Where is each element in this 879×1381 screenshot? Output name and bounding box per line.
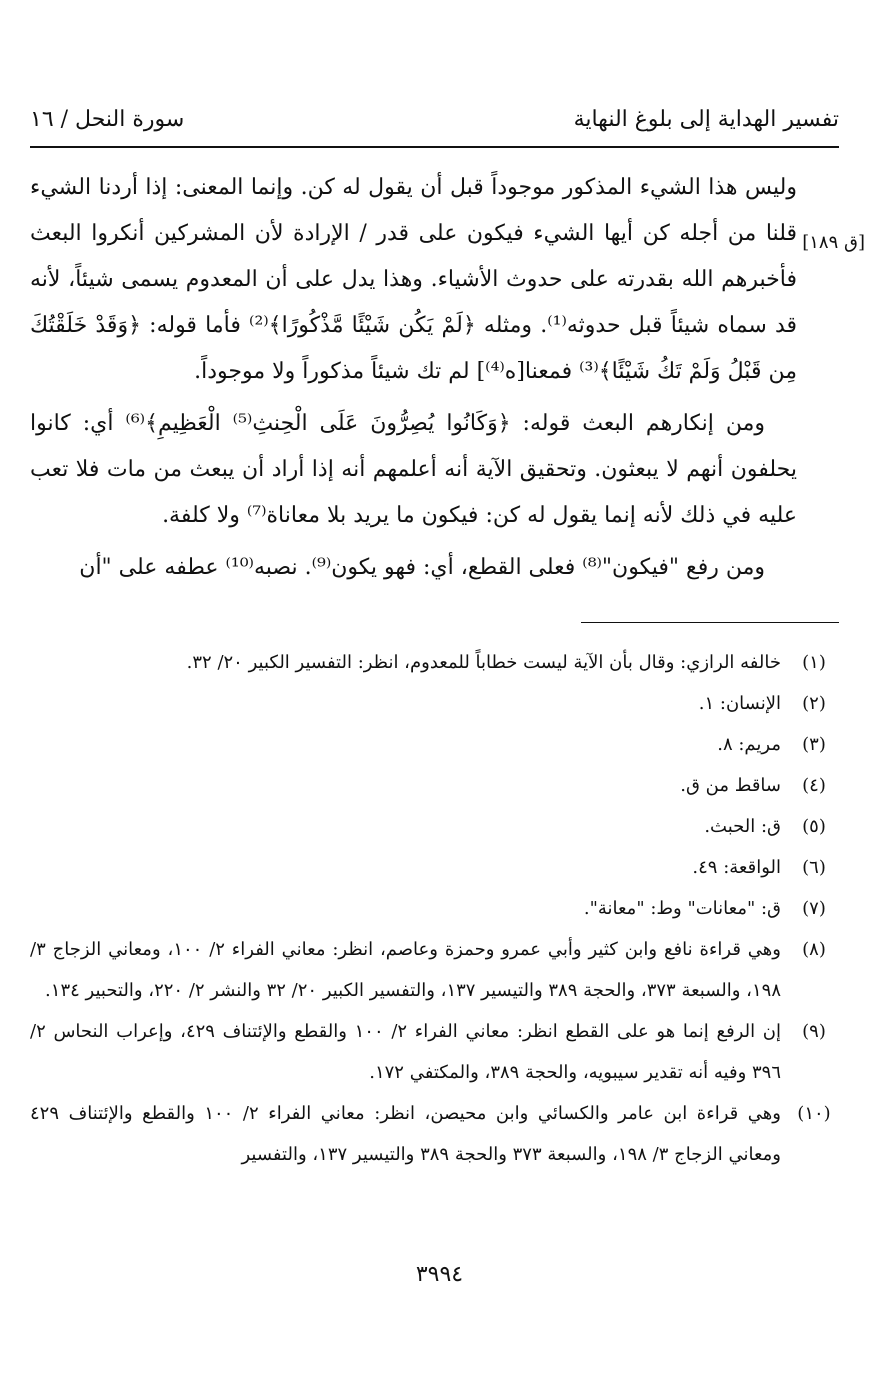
footnote-text: الواقعة: ٤٩. [692, 857, 781, 878]
footnote-text: إن الرفع إنما هو على القطع انظر: معاني الفراء ٢/ ١٠٠ والقطع والإئتناف ٤٢٩، وإعراب النحاس ٢/ ٣٩٦ وفيه أنه تقدير سيبويه، والحجة ٣٨٩، والمكتفي ١٧٢. [30, 1021, 781, 1083]
footnote-number: (٩) [802, 1021, 826, 1042]
footnote-number: (٥) [802, 816, 826, 837]
footnote-number: (٣) [802, 734, 826, 755]
footnotes [30, 642, 839, 1175]
page-number: ٣٩٩٤ [415, 1262, 464, 1287]
footnote [30, 1011, 839, 1093]
footnote-text: وهي قراءة نافع وابن كثير وأبي عمرو وحمزة وعاصم، انظر: معاني الفراء ٢/ ١٠٠، ومعاني الزجاج ٣/ ١٩٨، والسبعة ٣٧٣، والحجة ٣٨٩ والتيسير ١٣٧، والتفسير الكبير ٢٠/ ٣٢ والنشر ٢/ ٢٢٠، والتحبير ١٣٤. [30, 939, 781, 1001]
footnote [30, 683, 839, 724]
footnote [30, 888, 839, 929]
footnote-number: (١٠) [797, 1103, 831, 1124]
footnote [30, 1093, 839, 1175]
footnote-text: ق: "معانات" وط: "معانة". [583, 898, 781, 919]
footnote-number: (٦) [802, 857, 826, 878]
footnote-text: ساقط من ق. [680, 775, 781, 796]
footnote-divider [581, 622, 839, 623]
footnote [30, 929, 839, 1011]
footnote-text: خالفه الرازي: وقال بأن الآية ليست خطاباً للمعدوم، انظر: التفسير الكبير ٢٠/ ٣٢. [186, 652, 781, 673]
manuscript-folio-marker: [ق ١٨٩] [802, 232, 865, 253]
footnote-number: (٤) [802, 775, 826, 796]
footnote [30, 847, 839, 888]
footnote [30, 724, 839, 765]
main-text [30, 165, 797, 597]
surah-reference: سورة النحل / ١٦ [30, 107, 185, 132]
paragraph: ومن إنكارهم البعث قوله: ﴿وَكَانُوا يُصِرُّونَ عَلَى الْحِنثِ⁽⁵⁾ الْعَظِيمِ﴾⁽⁶⁾ أي: كانوا يحلفون أنهم لا يبعثون. وتحقيق الآية أنه أعلمهم أنه إذا أراد أن يبعث من مات فلا تعب عليه في ذلك لأنه إنما يقول له كن: فيكون ما يريد بلا معاناة⁽⁷⁾ ولا كلفة. [30, 411, 797, 528]
footnote-text: ق: الحبث. [704, 816, 781, 837]
paragraph: ومن رفع "فيكون"⁽⁸⁾ فعلى القطع، أي: فهو يكون⁽⁹⁾. نصبه⁽¹⁰⁾ عطفه على "أن [79, 555, 765, 580]
footnote-number: (١) [802, 652, 826, 673]
footnote-text: وهي قراءة ابن عامر والكسائي وابن محيصن، انظر: معاني الفراء ٢/ ١٠٠ والقطع والإئتناف ٤٢٩ ومعاني الزجاج ٣/ ١٩٨، والسبعة ٣٧٣ والحجة ٣٨٩ والتيسير ١٣٧، والتفسير [30, 1103, 781, 1165]
running-header [30, 105, 839, 145]
footnote-number: (٧) [802, 898, 826, 919]
footnote [30, 765, 839, 806]
footnote [30, 642, 839, 683]
footnote-number: (٨) [802, 939, 826, 960]
book-title: تفسير الهداية إلى بلوغ النهاية [573, 107, 839, 132]
footnote-text: الإنسان: ١. [698, 693, 781, 714]
header-divider [30, 146, 839, 148]
paragraph: وليس هذا الشيء المذكور موجوداً قبل أن يقول له كن. وإنما المعنى: إذا أردنا الشيء قلنا من أجله كن أيها الشيء فيكون على قدر / الإرادة لأن المشركين أنكروا البعث فأخبرهم الله بقدرته على حدوث الأشياء. وهذا يدل على أن المعدوم يسمى شيئاً، لأنه قد سماه شيئاً قبل حدوثه⁽¹⁾. ومثله ﴿لَمْ يَكُن شَيْئًا مَّذْكُورًا﴾⁽²⁾ فأما قوله: ﴿وَقَدْ خَلَقْتُكَ مِن قَبْلُ وَلَمْ تَكُ شَيْئًا﴾⁽³⁾ فمعنا[ه⁽⁴⁾] لم تك شيئاً مذكوراً ولا موجوداً. [30, 175, 798, 384]
footnote-text: مريم: ٨. [717, 734, 781, 755]
footnote-number: (٢) [802, 693, 826, 714]
footnote [30, 806, 839, 847]
